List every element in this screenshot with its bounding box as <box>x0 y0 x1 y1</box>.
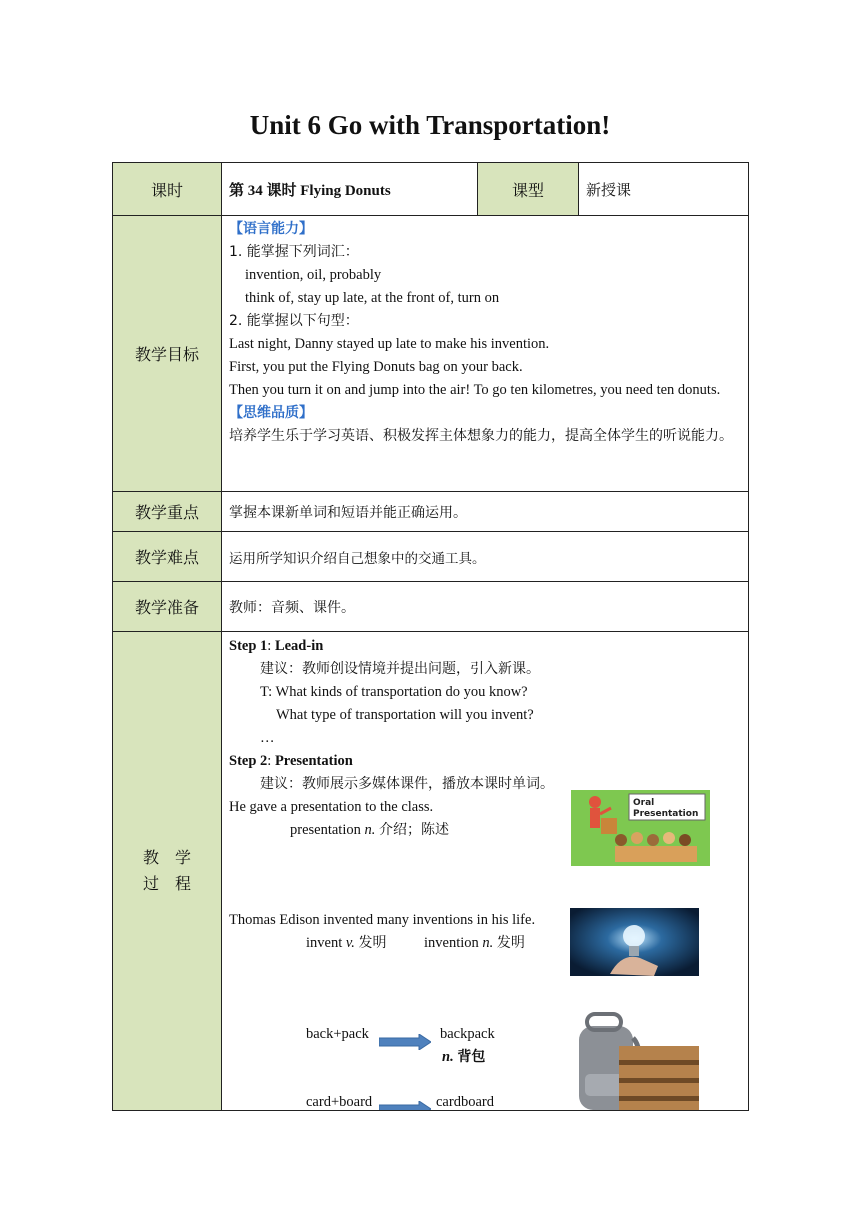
lesson-plan-table <box>112 162 749 1111</box>
vocab-line-2: think of, stay up late, at the front of, turn on <box>245 290 500 306</box>
step1-tip: 建议：教师创设情境并提出问题，引入新课。 <box>260 661 540 677</box>
step2-title: Presentation <box>274 753 353 769</box>
step2-tip: 建议：教师展示多媒体课件，播放本课时单词。 <box>260 776 554 792</box>
process-label-line-2: 过 程 <box>142 874 191 893</box>
oral-presentation-image <box>571 790 710 866</box>
step2-heading: Step 2: Presentation <box>229 753 353 769</box>
key-points-text: 掌握本课新单词和短语并能正确运用。 <box>222 492 749 532</box>
compound-1-meaning: 背包 <box>457 1049 486 1065</box>
oral-badge-line-1: Oral <box>633 798 655 808</box>
vocab-presentation-meaning: 介绍；陈述 <box>379 822 449 838</box>
period-value: 第 34 课时 Flying Donuts <box>222 163 478 216</box>
vocab-invent-meaning: 发明 <box>358 935 387 951</box>
vocab-invention-pos: n. <box>482 935 494 951</box>
compound-1-parts: back+pack <box>306 1026 369 1042</box>
process-area <box>222 632 748 1110</box>
process-label-line-1: 教 学 <box>142 848 191 867</box>
document-title: Unit 6 Go with Transportation! <box>249 110 611 140</box>
question-1: T: What kinds of transportation do you know? <box>260 684 528 700</box>
sentence-1: Last night, Danny stayed up late to make his invention. <box>229 336 550 352</box>
sentence-2: First, you put the Flying Donuts bag on your back. <box>229 359 523 375</box>
vocab-invent-pos: v. <box>345 935 355 951</box>
example-sentence-2: Thomas Edison invented many inventions in his life. <box>229 912 536 928</box>
thinking-quality-text: 培养学生乐于学习英语、积极发挥主体想象力的能力，提高全体学生的听说能力。 <box>229 428 733 444</box>
vocab-presentation-word: presentation <box>290 822 361 838</box>
objective-item-2: 2. 能掌握以下句型： <box>229 313 359 329</box>
step2-number: Step 2 <box>229 753 268 769</box>
process-label <box>113 632 222 1111</box>
ellipsis: … <box>260 730 275 746</box>
vocab-presentation <box>290 819 449 842</box>
vocab-presentation-pos: n. <box>364 822 376 838</box>
step1-number: Step 1 <box>229 638 268 654</box>
type-value: 新授课 <box>579 163 749 216</box>
preparation-text: 教师：音频、课件。 <box>222 582 749 632</box>
preparation-label: 教学准备 <box>113 582 222 632</box>
row-key-points <box>113 492 749 532</box>
step1-heading: Step 1: Lead-in <box>229 638 324 654</box>
vocab-line-1: invention, oil, probably <box>245 267 382 283</box>
objectives-content <box>222 216 749 492</box>
row-period <box>113 163 749 216</box>
row-preparation <box>113 582 749 632</box>
vocab-invention-word: invention <box>424 935 479 951</box>
question-2: What type of transportation will you invent? <box>276 707 534 723</box>
compound-1-pos: n. <box>442 1049 454 1065</box>
objectives-label: 教学目标 <box>113 216 222 492</box>
compound-1-gloss <box>442 1046 485 1069</box>
arrow-right-icon <box>379 1101 431 1110</box>
row-process <box>113 632 749 1111</box>
vocab-invent <box>306 932 387 955</box>
row-difficulties <box>113 532 749 582</box>
sentence-3: Then you turn it on and jump into the air! To go ten kilometres, you need ten donuts. <box>229 382 721 398</box>
lightbulb-image <box>570 908 699 976</box>
backpack-cardboard-image <box>573 1008 701 1110</box>
arrow-right-icon <box>379 1034 431 1050</box>
difficulties-text: 运用所学知识介绍自己想象中的交通工具。 <box>222 532 749 582</box>
vocab-invention-meaning: 发明 <box>496 935 525 951</box>
period-label: 课时 <box>113 163 222 216</box>
compound-2-parts: card+board <box>306 1094 373 1110</box>
process-content <box>222 632 749 1111</box>
vocab-invent-word: invent <box>306 935 343 951</box>
vocab-invention <box>424 932 525 955</box>
compound-1-word: backpack <box>440 1026 495 1042</box>
thinking-quality-heading: 【思维品质】 <box>229 405 313 421</box>
example-sentence-1: He gave a presentation to the class. <box>229 799 434 815</box>
step1-title: Lead-in <box>274 638 324 654</box>
difficulties-label: 教学难点 <box>113 532 222 582</box>
key-points-label: 教学重点 <box>113 492 222 532</box>
language-ability-heading: 【语言能力】 <box>229 221 313 237</box>
objective-item-1: 1. 能掌握下列词汇： <box>229 244 359 260</box>
compound-2-word: cardboard <box>436 1094 494 1110</box>
oral-badge-line-2: Presentation <box>633 809 699 819</box>
type-label: 课型 <box>478 163 579 216</box>
row-objectives <box>113 216 749 492</box>
